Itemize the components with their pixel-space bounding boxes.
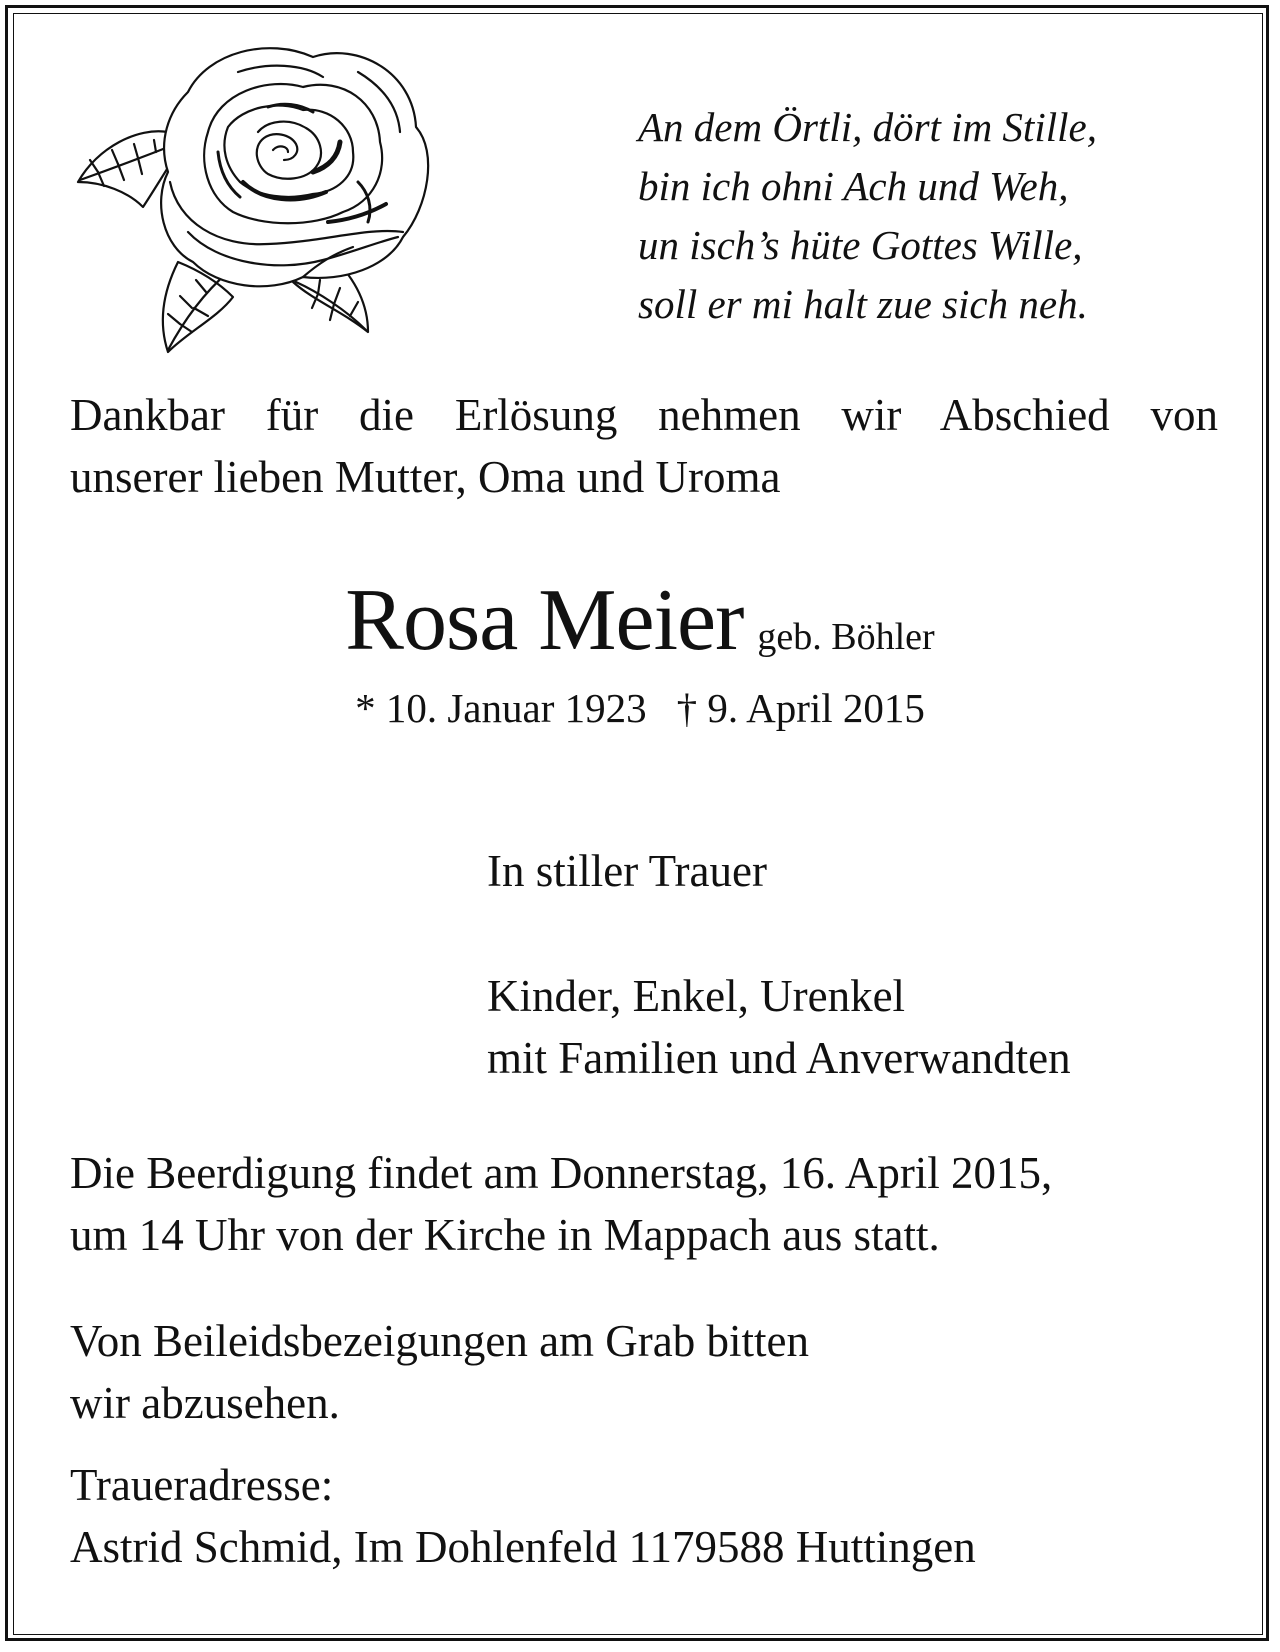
birth-date: * 10. Januar 1923 (355, 685, 647, 731)
intro-line: unserer lieben Mutter, Oma und Uroma (70, 452, 781, 502)
deceased-name: Rosa Meier (345, 572, 744, 669)
condolence-line: Von Beileidsbezeigungen am Grab bitten (70, 1316, 809, 1366)
condolence-notice (70, 1310, 809, 1434)
poem (638, 98, 1097, 334)
family-block (487, 965, 1071, 1089)
deceased-name-line (0, 570, 1280, 671)
poem-line: un isch’s hüte Gottes Wille, (638, 222, 1083, 268)
mourning-address (70, 1454, 976, 1578)
funeral-notice (70, 1142, 1052, 1266)
condolence-line: wir abzusehen. (70, 1378, 340, 1428)
life-dates (0, 684, 1280, 732)
death-date: † 9. April 2015 (676, 685, 925, 731)
funeral-line: Die Beerdigung findet am Donnerstag, 16. April 2015, (70, 1148, 1053, 1198)
poem-line: An dem Örtli, dört im Stille, (638, 104, 1097, 150)
birth-name: geb. Böhler (757, 616, 935, 658)
intro-text (70, 384, 1218, 508)
rose-icon (68, 32, 448, 372)
intro-line: Dankbar für die Erlösung nehmen wir Abschied von (70, 390, 1218, 440)
family-line: mit Familien und Anverwandten (487, 1033, 1071, 1083)
poem-line: soll er mi halt zue sich neh. (638, 281, 1088, 327)
mourning-text: In stiller Trauer (487, 846, 767, 896)
address-value: Astrid Schmid, Im Dohlenfeld 1179588 Huttingen (70, 1522, 976, 1572)
family-line: Kinder, Enkel, Urenkel (487, 971, 906, 1021)
address-label: Traueradresse: (70, 1460, 334, 1510)
poem-line: bin ich ohni Ach und Weh, (638, 163, 1069, 209)
funeral-line: um 14 Uhr von der Kirche in Mappach aus statt. (70, 1210, 940, 1260)
